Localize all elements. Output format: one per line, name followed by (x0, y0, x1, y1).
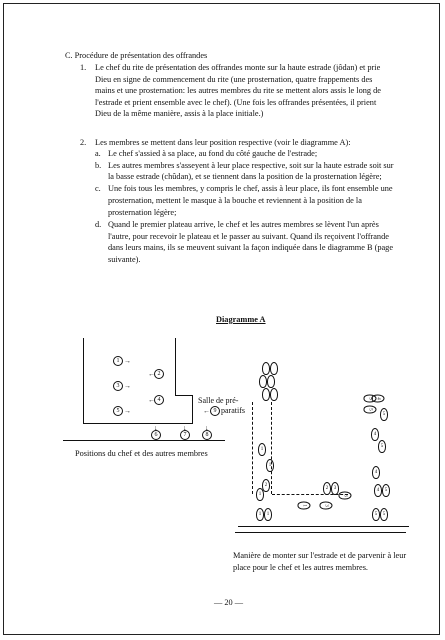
subitem-a-letter: a. (95, 149, 101, 158)
position-8: 8 (202, 430, 212, 440)
position-3: 3 (113, 381, 123, 391)
position-9: 9 (210, 406, 220, 416)
subitem-b-line-1: Les autres membres s'asseyent à leur place respective, soit sur la haute estrade soit sur (108, 161, 394, 170)
subitem-c-line-2: prosternation, mettent le masque à la bouche et reviennent à la position de la (108, 196, 362, 205)
item-2-number: 2. (80, 138, 87, 147)
subitem-a-line-1: Le chef s'assied à sa place, au fond du côté gauche de l'estrade; (108, 149, 318, 158)
subitem-d-line-2: l'autre, pour recevoir le plateau et le passer au suivant. Quand ils reçoivent l'offrande (108, 232, 389, 241)
diagram-title: Diagramme A (216, 315, 266, 324)
left-diagram-caption: Positions du chef et des autres membres (75, 449, 208, 458)
item-2-intro: Les membres se mettent dans leur position respective (voir le diagramme A): (95, 138, 351, 147)
item-1-text: Le chef du rite de présentation des offrandes monte sur la haute estrade (jôdan) et prie Dieu en signe de commencement du rite (une prosternation, quatre frappements des mains et une prosternation: les autres membres du rite se mettent alors assis le long de l'estrade et prient ensemble avec le chef). (Une fois les offrandes présentées, il prient Dieu de la même manière, assis à la place initiale.) (95, 63, 381, 119)
subitem-d-letter: d. (95, 220, 102, 229)
subitem-d-line-1: Quand le premier plateau arrive, le chef et les autres membres se lèvent l'un après (108, 220, 379, 229)
subitem-d-line-4: suivante). (108, 255, 141, 264)
prep-room-label-1: Salle de pré- (198, 396, 239, 405)
position-2: 2 (154, 369, 164, 379)
position-6: 6 (151, 430, 161, 440)
position-1: 1 (113, 356, 123, 366)
subitem-b-line-2: la basse estrade (chûdan), et se tiennent dans la position de la prosternation légère; (108, 172, 382, 181)
right-diagram-caption-line-1: Manière de monter sur l'estrade et de parvenir à leur (233, 551, 407, 560)
prep-room-label-2: paratifs (221, 406, 245, 415)
subitem-b-letter: b. (95, 161, 102, 170)
position-5: 5 (113, 406, 123, 416)
item-1-number: 1. (80, 63, 87, 72)
subitem-c-line-1: Une fois tous les membres, y compris le chef, assis à leur place, ils font ensemble une (108, 184, 393, 193)
position-4: 4 (154, 395, 164, 405)
page-number: — 20 — (214, 598, 244, 607)
position-7: 7 (180, 430, 190, 440)
subitem-d-line-3: dans leurs mains, ils se meuvent suivant la façon indiquée dans le diagramme B (page (108, 243, 394, 252)
subitem-c-letter: c. (95, 184, 101, 193)
subitem-c-line-3: prosternation légère; (108, 208, 177, 217)
section-heading: C. Procédure de présentation des offrandes (65, 51, 208, 60)
right-diagram-caption-line-2: place pour le chef et les autres membres. (233, 563, 368, 572)
